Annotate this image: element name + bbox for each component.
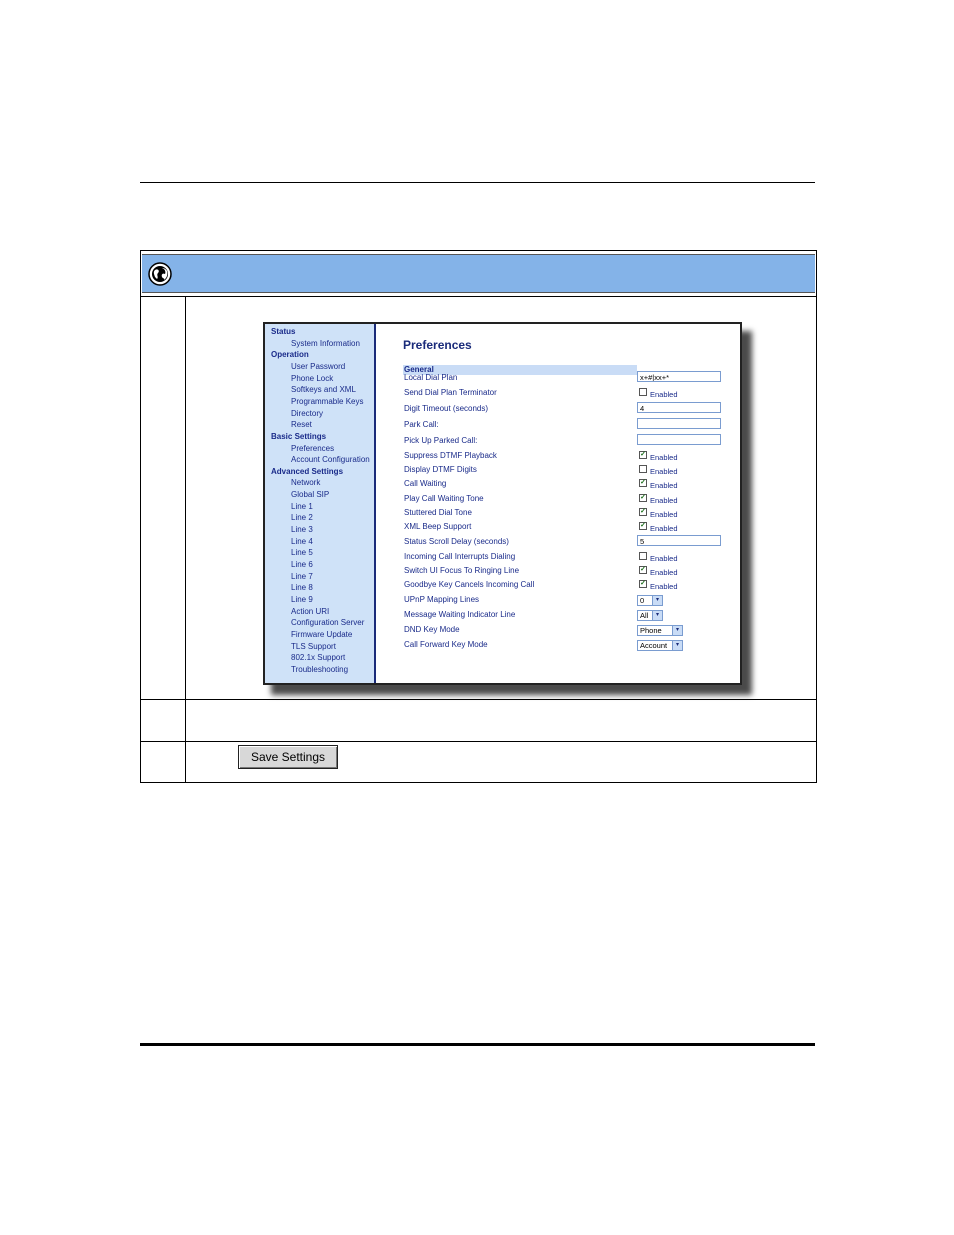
setting-checkbox[interactable] [639, 508, 647, 516]
setting-label: Digit Timeout (seconds) [404, 404, 489, 413]
sidebar-item[interactable]: Firmware Update [291, 629, 353, 639]
checkbox-option-label: Enabled [650, 496, 678, 505]
sidebar-item[interactable]: Global SIP [291, 490, 330, 500]
setting-label: Play Call Waiting Tone [404, 494, 484, 503]
sidebar-item[interactable]: Network [291, 478, 321, 488]
sidebar-item[interactable]: Line 7 [291, 571, 313, 581]
preferences-panel [376, 324, 740, 683]
checkbox-option-label: Enabled [650, 453, 678, 462]
chevron-down-icon[interactable]: ▾ [652, 611, 662, 620]
sidebar-section-header: Status [271, 327, 296, 336]
setting-label: Switch UI Focus To Ringing Line [404, 566, 520, 575]
sidebar-item[interactable]: 802.1x Support [291, 653, 346, 663]
setting-checkbox[interactable] [639, 522, 647, 530]
sidebar-item[interactable]: Line 9 [291, 594, 313, 604]
setting-label: Pick Up Parked Call: [404, 436, 478, 445]
setting-checkbox[interactable] [639, 465, 647, 473]
setting-select[interactable] [637, 595, 663, 606]
setting-label: UPnP Mapping Lines [404, 595, 480, 604]
setting-text-input[interactable]: 5 [637, 535, 721, 546]
sidebar-section-header: Basic Settings [271, 431, 327, 441]
header-band [142, 254, 815, 293]
setting-checkbox[interactable] [639, 479, 647, 487]
sidebar-item[interactable]: TLS Support [291, 641, 336, 651]
web-globe-icon [148, 262, 172, 286]
checkbox-option-label: Enabled [650, 390, 678, 399]
sidebar-item[interactable]: Line 1 [291, 501, 313, 511]
sidebar-item[interactable]: Phone Lock [291, 373, 334, 383]
setting-text-input[interactable]: 4 [637, 402, 721, 413]
save-settings-button[interactable]: Save Settings [238, 745, 338, 769]
sidebar-item[interactable]: User Password [291, 361, 346, 371]
check-icon: ✓ [640, 508, 646, 515]
row-divider [141, 699, 816, 700]
step-column-divider [185, 297, 186, 783]
checkbox-option-label: Enabled [650, 481, 678, 490]
sidebar-item[interactable]: Softkeys and XML [291, 385, 356, 395]
page-title: Preferences [403, 338, 472, 352]
sidebar-item[interactable]: Programmable Keys [291, 396, 364, 406]
preferences-screenshot [263, 322, 742, 685]
setting-label: Local Dial Plan [404, 373, 458, 382]
chevron-down-icon[interactable]: ▾ [672, 626, 682, 635]
sidebar-item[interactable]: Configuration Server [291, 618, 365, 628]
bottom-rule [140, 1043, 815, 1046]
sidebar-item[interactable]: Directory [291, 408, 324, 418]
sidebar-nav [265, 324, 376, 683]
top-rule [140, 182, 815, 183]
check-icon: ✓ [640, 566, 646, 573]
sidebar-item[interactable]: Line 6 [291, 560, 313, 569]
setting-checkbox[interactable] [639, 451, 647, 459]
setting-checkbox[interactable] [639, 566, 647, 574]
setting-label: Suppress DTMF Playback [404, 451, 497, 460]
setting-label: DND Key Mode [404, 625, 460, 634]
sidebar-item[interactable]: Line 5 [291, 548, 313, 558]
select-value: 0 [640, 596, 645, 605]
sidebar-item[interactable]: Preferences [291, 443, 335, 453]
setting-text-input[interactable] [637, 418, 721, 429]
setting-label: Status Scroll Delay (seconds) [404, 537, 509, 546]
sidebar-item[interactable]: System Information [291, 338, 360, 348]
sidebar-item[interactable]: Line 8 [291, 583, 313, 593]
sidebar-item[interactable]: Line 4 [291, 536, 313, 546]
setting-checkbox[interactable] [639, 388, 647, 396]
setting-select[interactable] [637, 625, 683, 636]
checkbox-option-label: Enabled [650, 524, 678, 533]
setting-checkbox[interactable] [639, 552, 647, 560]
sidebar-section-header: Advanced Settings [271, 466, 344, 476]
sidebar-item[interactable]: Action URI [291, 606, 330, 616]
setting-label: Goodbye Key Cancels Incoming Call [404, 580, 535, 589]
chevron-down-icon[interactable]: ▾ [672, 641, 682, 650]
setting-checkbox[interactable] [639, 580, 647, 588]
select-value: Account [640, 641, 668, 650]
setting-checkbox[interactable] [639, 494, 647, 502]
setting-label: Incoming Call Interrupts Dialing [404, 552, 516, 561]
setting-text-input[interactable] [637, 434, 721, 445]
header-separator [141, 296, 816, 297]
setting-label: Stuttered Dial Tone [404, 508, 472, 517]
checkbox-option-label: Enabled [650, 582, 678, 591]
checkbox-option-label: Enabled [650, 554, 678, 563]
setting-label: XML Beep Support [404, 522, 472, 531]
setting-select[interactable] [637, 640, 683, 651]
sidebar-item[interactable]: Account Configuration [291, 455, 370, 465]
select-value: Phone [640, 626, 662, 635]
check-icon: ✓ [640, 479, 646, 486]
setting-label: Message Waiting Indicator Line [404, 610, 516, 619]
select-value: All [640, 611, 649, 620]
check-icon: ✓ [640, 451, 646, 458]
setting-label: Send Dial Plan Terminator [404, 388, 497, 397]
sidebar-item[interactable]: Reset [291, 420, 312, 430]
chevron-down-icon[interactable]: ▾ [652, 596, 662, 605]
check-icon: ✓ [640, 494, 646, 501]
checkbox-option-label: Enabled [650, 467, 678, 476]
row-divider [141, 741, 816, 742]
setting-label: Call Forward Key Mode [404, 640, 488, 649]
checkbox-option-label: Enabled [650, 568, 678, 577]
checkbox-option-label: Enabled [650, 510, 678, 519]
sidebar-item[interactable]: Line 2 [291, 513, 313, 523]
check-icon: ✓ [640, 522, 646, 529]
setting-select[interactable] [637, 610, 663, 621]
section-header-general: General [403, 365, 637, 375]
setting-label: Call Waiting [404, 479, 447, 488]
check-icon: ✓ [640, 580, 646, 587]
sidebar-section-header: Operation [271, 350, 309, 360]
setting-label: Park Call: [404, 420, 439, 429]
sidebar-item[interactable]: Troubleshooting [291, 664, 349, 674]
setting-label: Display DTMF Digits [404, 465, 477, 474]
setting-text-input[interactable]: x+#|xx+* [637, 371, 721, 382]
sidebar-item[interactable]: Line 3 [291, 525, 313, 535]
